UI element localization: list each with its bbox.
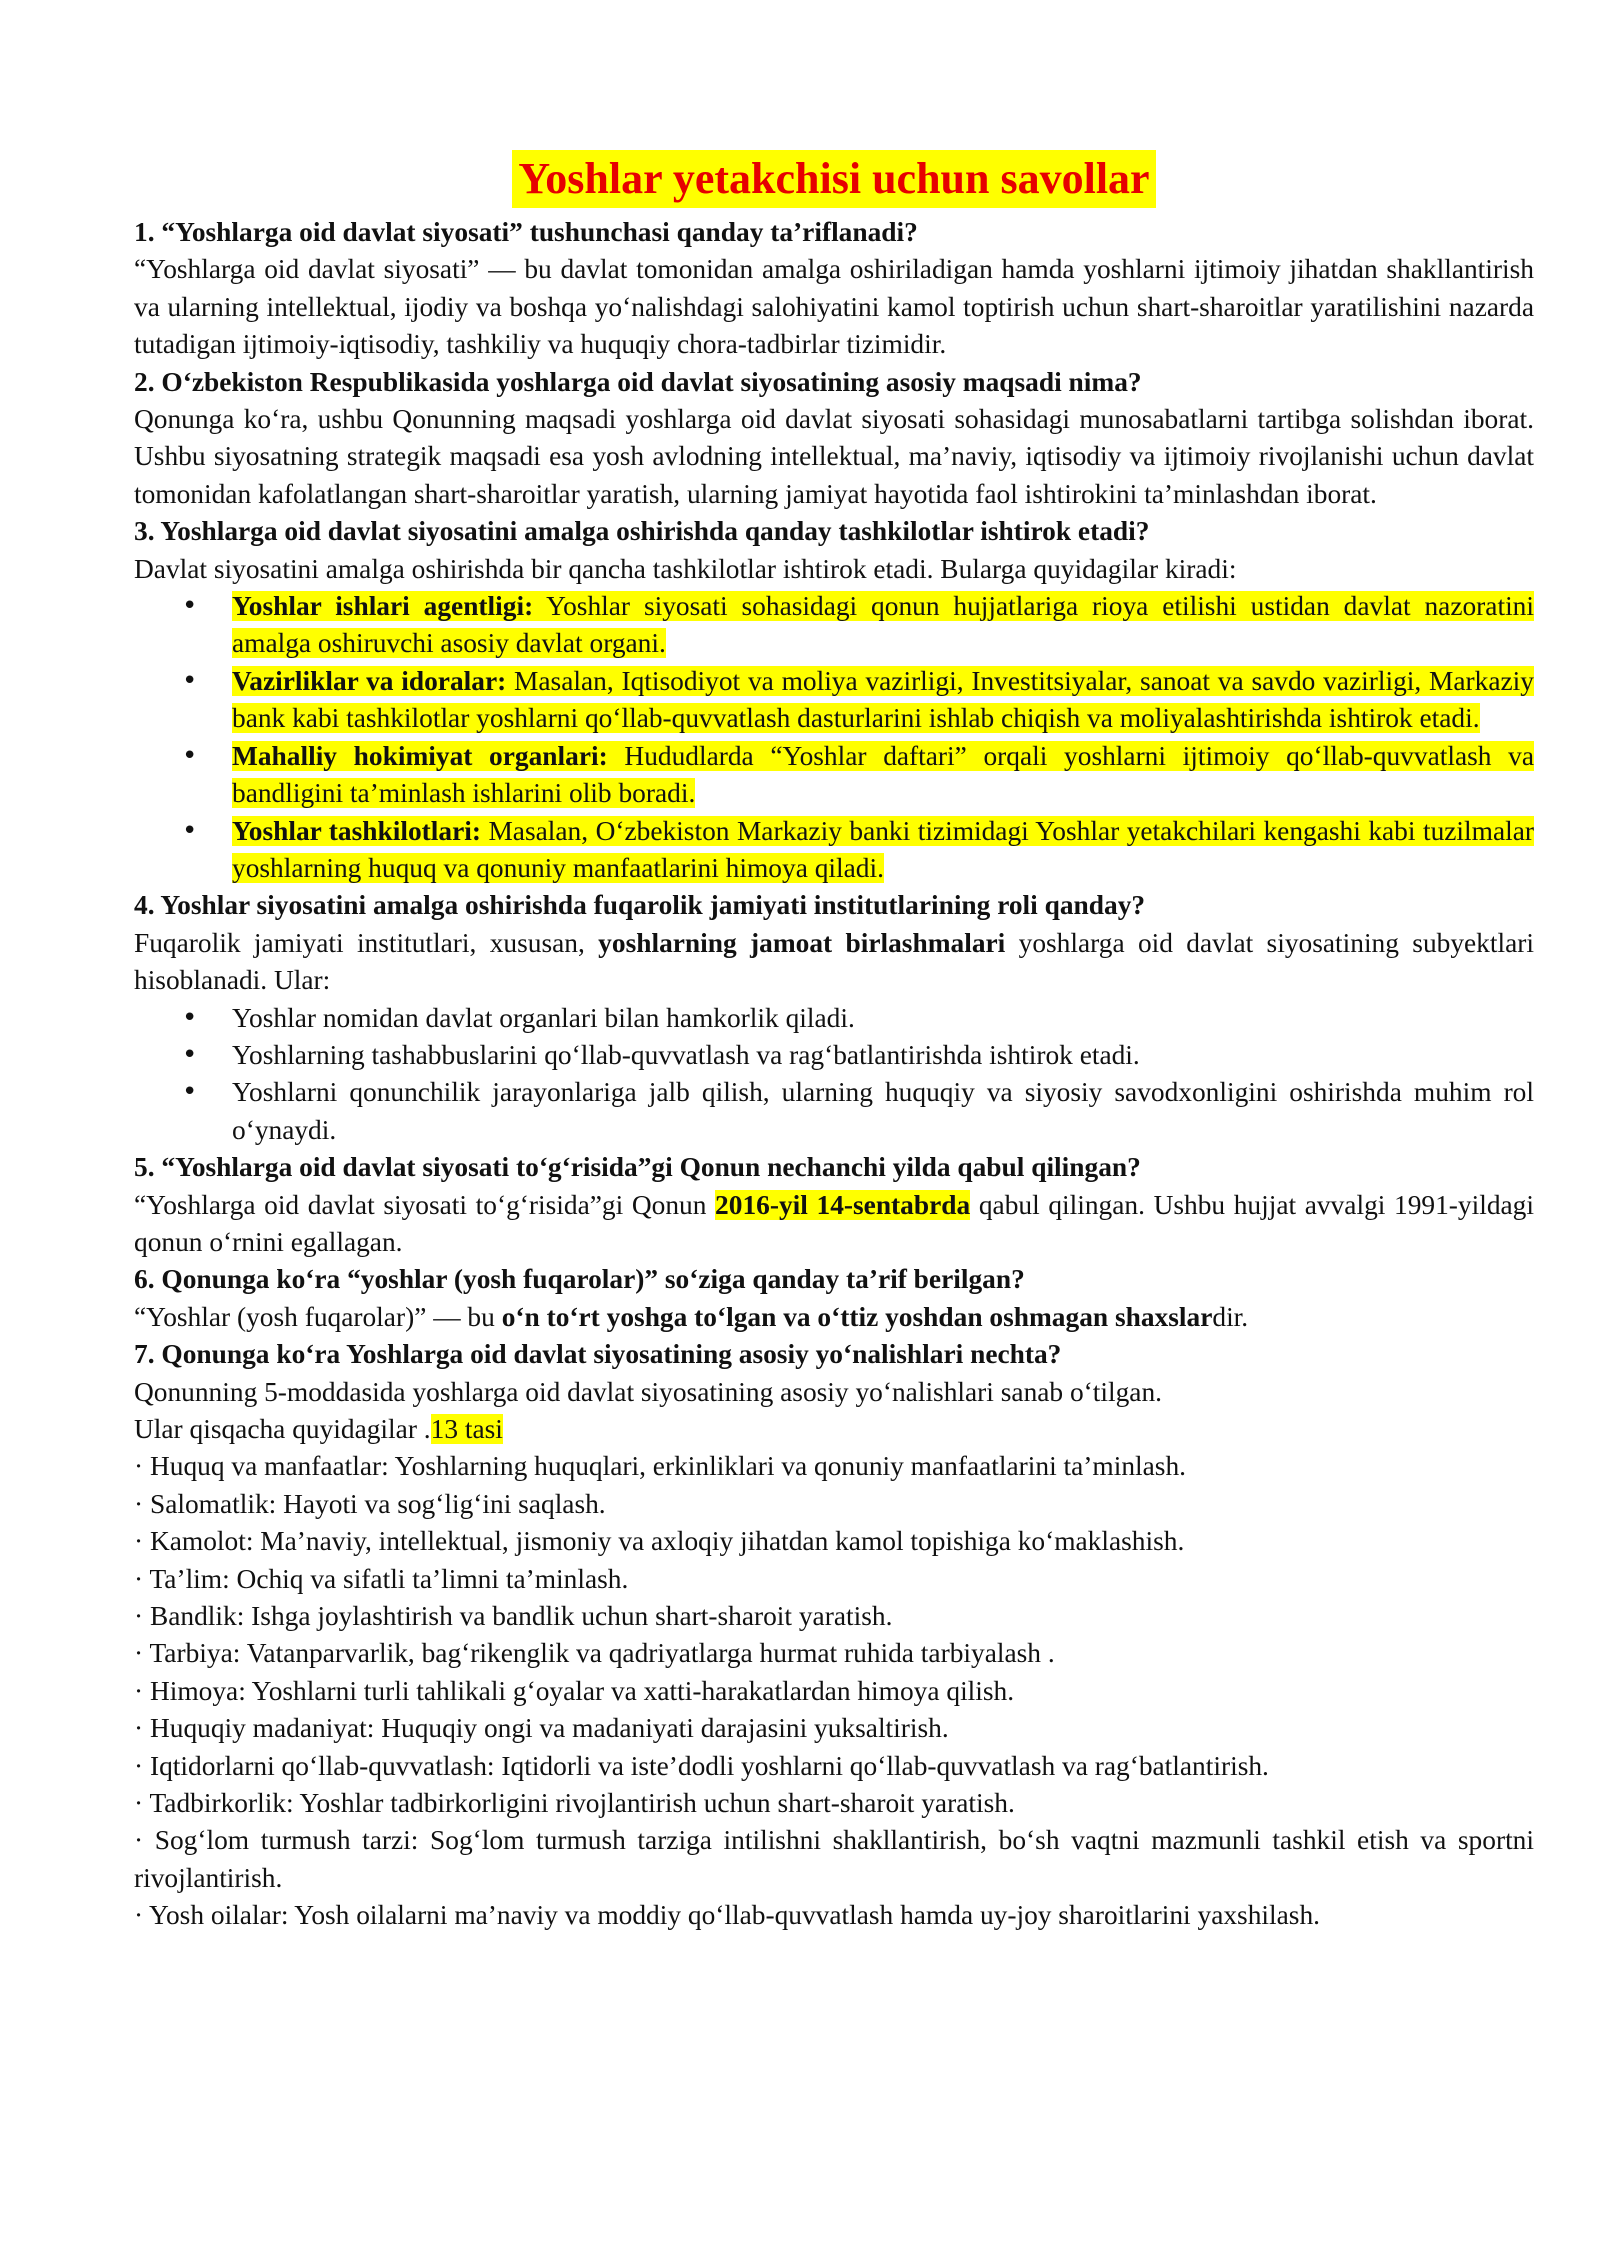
list-item [134,588,1534,663]
direction-item: · Bandlik: Ishga joylashtirish va bandlik uchun shart-sharoit yaratish. [134,1601,893,1632]
title-wrapper [134,150,1534,208]
direction-item: · Tadbirkorlik: Yoshlar tadbirkorligini rivojlantirish uchun shart-sharoit yaratish. [134,1788,1015,1819]
list-item: • Yoshlarning tashabbuslarini qo‘llab-quvvatlash va rag‘batlantirishda ishtirok etadi. [134,1037,1534,1074]
answer-5-text-a: “Yoshlarga oid davlat siyosati to‘g‘risida”gi Qonun [134,1189,716,1220]
list-item-term: Mahalliy hokimiyat organlari: [232,740,608,771]
answer-5 [134,1187,1534,1262]
direction-item: · Salomatlik: Hayoti va sog‘lig‘ini saqlash. [134,1488,606,1519]
answer-2: Qonunga ko‘ra, ushbu Qonunning maqsadi yoshlarga oid davlat siyosati sohasidagi munosabatlarni tartibga solishdan iborat. Ushbu siyosatning strategik maqsadi esa yosh avlodning intellektual, ma’naviy, iqtisodiy va ijtimoiy rivojlanishi uchun davlat tomonidan kafolatlangan shart-sharoitlar yaratish, ularning jamiyat hayotida faol ishtirokini ta’minlashdan iborat. [134,404,1534,509]
direction-item: · Huquq va manfaatlar: Yoshlarning huquqlari, erkinliklari va qonuniy manfaatlarini ta’minlash. [134,1451,1186,1482]
list-item: • Yoshlar nomidan davlat organlari bilan hamkorlik qiladi. [134,1000,1534,1037]
answer-5-highlight: 2016-yil 14-sentabrda [715,1189,971,1220]
answer-4-intro [134,925,1534,1000]
answer-3-intro: Davlat siyosatini amalga oshirishda bir qancha tashkilotlar ishtirok etadi. Bularga quyidagilar kiradi: [134,553,1237,584]
direction-item: · Sog‘lom turmush tarzi: Sog‘lom turmush tarziga intilishni shakllantirish, bo‘sh vaqtni mazmunli tashkil etish va sportni rivojlantirish. [134,1825,1534,1893]
question-5: 5. “Yoshlarga oid davlat siyosati to‘g‘risida”gi Qonun nechanchi yilda qabul qilingan? [134,1152,1141,1183]
list-item [134,813,1534,888]
answer-6 [134,1299,1534,1336]
direction-item: · Himoya: Yoshlarni turli tahlikali g‘oyalar va xatti-harakatlardan himoya qilish. [134,1675,1015,1706]
direction-item: · Ta’lim: Ochiq va sifatli ta’limni ta’minlash. [134,1563,629,1594]
direction-item: · Iqtidorlarni qo‘llab-quvvatlash: Iqtidorli va iste’dodli yoshlarni qo‘llab-quvvatlash va rag‘batlantirish. [134,1750,1269,1781]
list-item-text: Hududlarda “Yoshlar daftari” orqali yoshlarni ijtimoiy qo‘llab-quvvatlash va bandligini ta’minlash ishlarini olib boradi. [232,740,1534,809]
answer-7-text: Ular qisqacha quyidagilar . [134,1414,431,1444]
list-item [134,663,1534,738]
list-item-term: Yoshlar tashkilotlari: [232,815,481,846]
answer-1: “Yoshlarga oid davlat siyosati” — bu davlat tomonidan amalga oshiriladigan hamda yoshlarni ijtimoiy jihatdan shakllantirish va ularning intellektual, ijodiy va boshqa yo‘nalishdagi salohiyatini kamol toptirish uchun shart-sharoitlar yaratilishini nazarda tutadigan ijtimoiy-iqtisodiy, tashkiliy va huquqiy chora-tadbirlar tizimidir. [134,254,1534,360]
answer-7-line-2 [134,1411,1534,1448]
answer-7-highlight: 13 tasi [430,1414,503,1444]
answer-4-bold: yoshlarning jamoat birlashmalari [598,927,1006,958]
direction-item: · Huquqiy madaniyat: Huquqiy ongi va madaniyati darajasini yuksaltirish. [134,1713,949,1744]
question-7: 7. Qonunga ko‘ra Yoshlarga oid davlat siyosatining asosiy yo‘nalishlari nechta? [134,1339,1062,1370]
document-page [134,150,1534,1935]
organizations-list [134,588,1534,887]
answer-6-text-b: dir. [1212,1301,1249,1332]
answer-6-text-a: “Yoshlar (yosh fuqarolar)” — bu [134,1301,502,1332]
direction-item: · Kamolot: Ma’naviy, intellektual, jismoniy va axloqiy jihatdan kamol topishiga ko‘maklashish. [134,1526,1185,1557]
answer-6-bold: o‘n to‘rt yoshga to‘lgan va o‘ttiz yoshdan oshmagan shaxslar [501,1301,1213,1332]
document-title: Yoshlar yetakchisi uchun savollar [512,150,1155,208]
list-item-term: Yoshlar ishlari agentligi: [232,591,534,622]
answer-5-text-b: qabul qilingan. Ushbu hujjat avvalgi 1991-yildagi qonun o‘rnini egallagan. [134,1189,1534,1257]
list-item: • Yoshlarni qonunchilik jarayonlariga jalb qilish, ularning huquqiy va siyosiy savodxonligini oshirishda muhim rol o‘ynaydi. [134,1074,1534,1149]
list-item [134,738,1534,813]
answer-4-text-a: Fuqarolik jamiyati institutlari, xususan, [134,927,599,958]
list-item-text: Masalan, O‘zbekiston Markaziy banki tizimidagi Yoshlar yetakchilari kengashi kabi tuzilmalar yoshlarning huquq va qonuniy manfaatlarini himoya qiladi. [232,815,1534,883]
list-item-term: Vazirliklar va idoralar: [232,665,507,696]
list-item-text: Masalan, Iqtisodiyot va moliya vazirligi, Investitsiyalar, sanoat va savdo vazirligi, Markaziy bank kabi tashkilotlar yoshlarni qo‘llab-quvvatlash dasturlarini ishlab chiqish va moliyalashtirishda ishtirok etadi. [232,665,1534,734]
question-1: 1. “Yoshlarga oid davlat siyosati” tushunchasi qanday ta’riflanadi? [134,217,918,247]
answer-4-text-b: yoshlarga oid davlat siyosatining subyektlari hisoblanadi. Ular: [134,927,1534,996]
direction-item: · Tarbiya: Vatanparvarlik, bag‘rikenglik va qadriyatlarga hurmat ruhida tarbiyalash . [134,1638,1055,1669]
question-6: 6. Qonunga ko‘ra “yoshlar (yosh fuqarolar)” so‘ziga qanday ta’rif berilgan? [134,1264,1025,1295]
answer-7-line-1: Qonunning 5-moddasida yoshlarga oid davlat siyosatining asosiy yo‘nalishlari sanab o‘tilgan. [134,1376,1163,1407]
question-4: 4. Yoshlar siyosatini amalga oshirishda fuqarolik jamiyati institutlarining roli qanday? [134,890,1146,921]
question-2: 2. O‘zbekiston Respublikasida yoshlarga oid davlat siyosatining asosiy maqsadi nima? [134,366,1142,397]
question-3: 3. Yoshlarga oid davlat siyosatini amalga oshirishda qanday tashkilotlar ishtirok etadi? [134,516,1150,547]
directions-list [134,1448,1534,1934]
list-item-text: Yoshlar siyosati sohasidagi qonun hujjatlariga rioya etilishi ustidan davlat nazoratini amalga oshiruvchi asosiy davlat organi. [232,591,1534,659]
direction-item: · Yosh oilalar: Yosh oilalarni ma’naviy va moddiy qo‘llab-quvvatlash hamda uy-joy sharoitlarini yaxshilash. [134,1900,1320,1931]
civil-society-roles-list [134,1000,1534,1150]
